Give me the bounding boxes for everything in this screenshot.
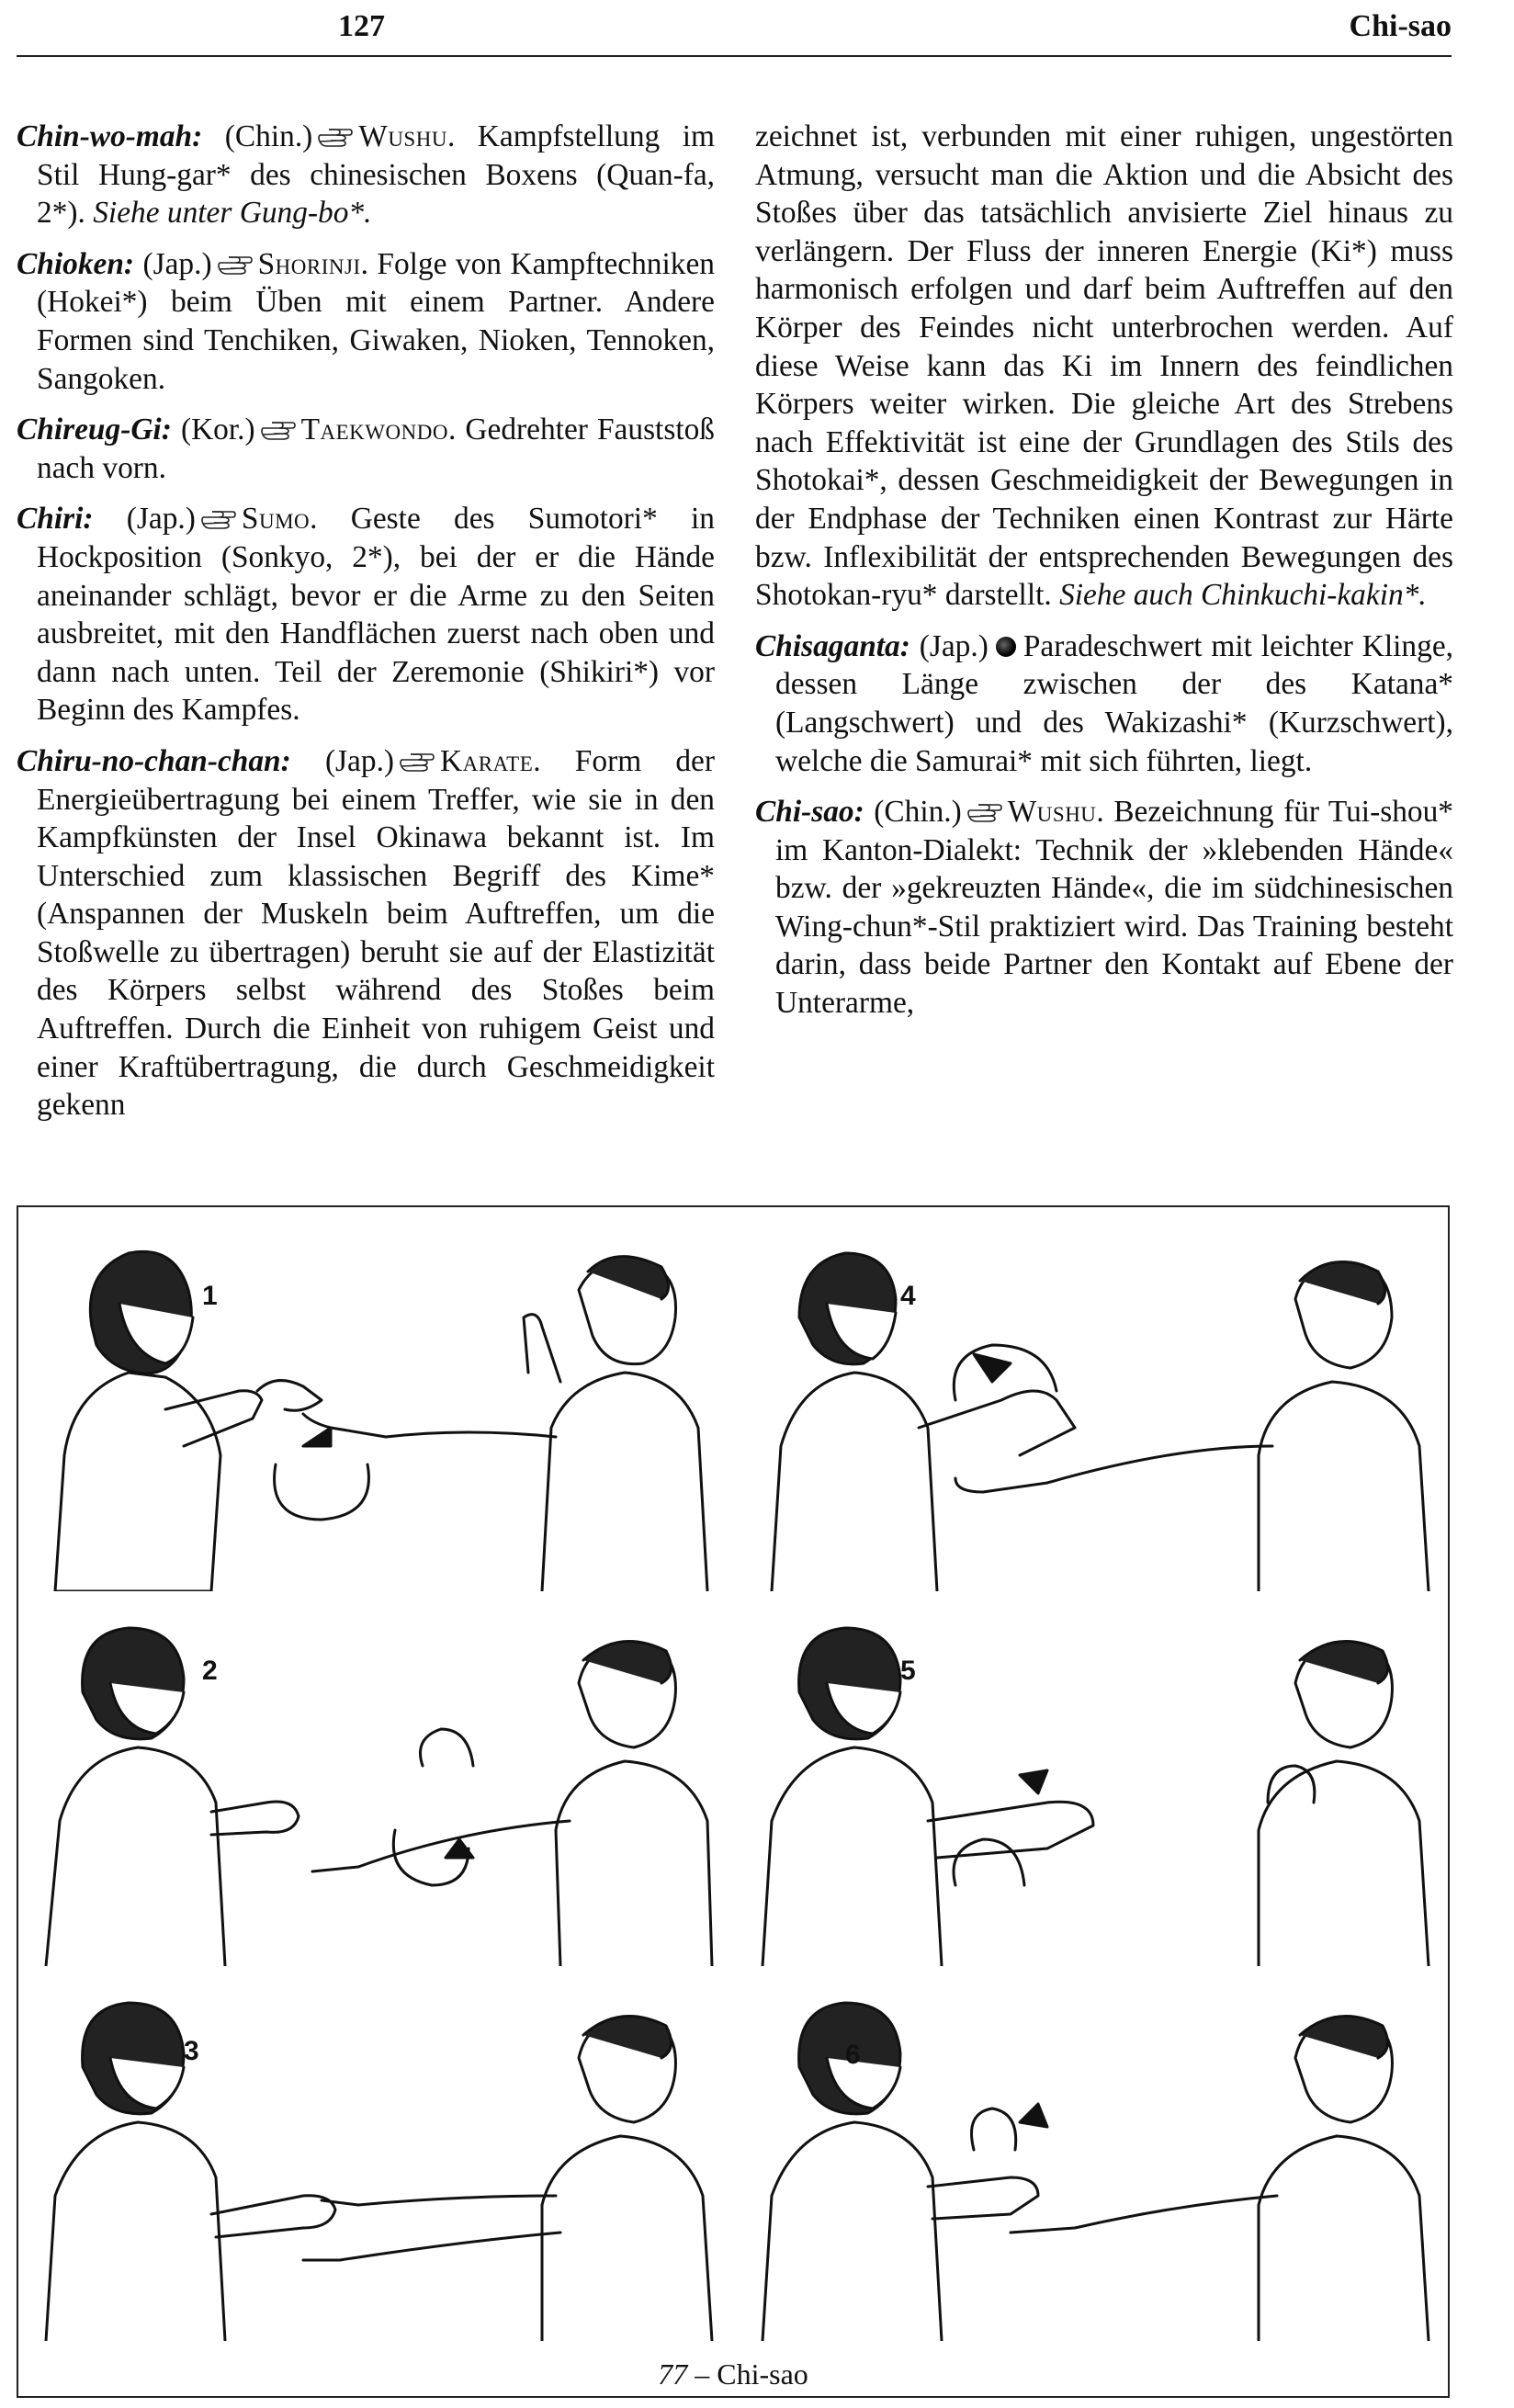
page-header [17,7,1452,57]
illustration-panel-6 [744,1966,1442,2341]
entry-term: Chiru-no-chan-chan: [17,743,291,778]
entry-chin-wo-mah [17,118,715,232]
entry-text: . Kampfstellung im Stil Hung-gar* des chinesischen Boxens (Quan-fa, 2*). [37,119,715,231]
entry-domain: Taekwondo [300,413,448,447]
entry-chireug-gi [17,411,715,487]
entry-chiru-no-chan-chan [17,742,715,1125]
entry-text: . Geste des Sumotori* in Hockposition (Sonkyo, 2*), bei der er die Hände aneinander schlägt, bevor er die Arme zu den Seiten ausbreitet, mit den Handflächen zuerst nach oben und dann nach unten. Teil der Zeremonie (Shikiri*) vor Beginn des Kampfes. [37,502,715,728]
page-number: 127 [338,9,385,43]
entry-text: . Folge von Kampftechniken (Hokei*) beim Üben mit einem Partner. Andere Formen sind Tenchiken, Giwaken, Nioken, Tennoken, Sangoken. [37,246,715,396]
entry-origin: (Jap.) [324,743,395,778]
entry-domain: Shorinji [257,246,361,281]
pointing-hand-icon [967,801,1002,823]
filled-circle-icon [996,637,1016,657]
entry-continuation [755,118,1453,615]
entry-chisaganta [755,627,1453,780]
entry-domain: Wushu [1007,795,1097,830]
pointing-hand-icon [218,254,253,276]
chi-sao-drawing-6 [744,1966,1442,2341]
left-column [17,118,715,1137]
illustration-panel-4 [744,1216,1442,1591]
entry-domain: Sumo [241,502,311,537]
entry-text: Paradeschwert mit leichter Klinge, dessen Länge zwischen der des Katana* (Langschwert) und des Wakizashi* (Kurzschwert), welche die Samurai* mit sich führten, liegt. [775,628,1453,778]
chi-sao-drawing-5 [744,1591,1442,1966]
entry-origin: (Jap.) [919,628,989,663]
entry-chioken [17,245,715,398]
entry-domain: Karate [440,743,534,778]
entry-term: Chin-wo-mah: [17,119,203,153]
figure-caption [18,2357,1448,2391]
entry-text: zeichnet ist, verbunden mit einer ruhigen, ungestörten Atmung, versucht man die Aktion und die Absicht des Stoßes über das tatsächlich anvisierte Ziel hinaus zu verlängern. Der Fluss der inneren Energie (Ki*) muss harmonisch erfolgen und darf beim Auftreffen auf den Körper des Feindes nicht unterbrochen werden. Auf diese Weise kann das Ki im Innern des feindlichen Körpers weiter wirken. Die gleiche Art des Strebens nach Effektivität ist eine der Grundlagen des Stils des Shotokai*, dessen Geschmeidigkeit der Bewegungen in der Endphase der Techniken einen Kontrast zur Härte bzw. Inflexibilität der entsprechenden Bewegungen des Shotokan-ryu* darstellt. [755,119,1453,613]
entry-cross-reference: Siehe auch Chinkuchi-kakin*. [1059,578,1427,613]
caption-dash: – [687,2357,717,2391]
caption-text: Chi-sao [717,2357,808,2391]
entry-term: Chiri: [17,502,94,537]
pointing-hand-icon [400,751,435,773]
entry-term: Chireug-Gi: [17,413,172,447]
entry-origin: (Kor.) [180,413,255,447]
entry-term: Chioken: [17,246,135,281]
entry-term: Chi-sao: [755,795,864,830]
entry-text: . Form der Energieübertragung bei einem Treffer, wie sie in den Kampfkünsten der Insel Okinawa bekannt ist. Im Unterschied zum klassischen Begriff des Kime* (Anspannen der Muskeln beim Auftreffen, um die Stoßwelle zu übertragen) beruht sie auf der Elastizität des Körpers selbst während des Stoßes beim Auftreffen. Durch die Einheit von ruhigem Geist und einer Kraftübertragung, die durch Geschmeidigkeit gekenn [37,743,715,1123]
entry-chi-sao [755,793,1453,1023]
illustration-panel-5 [744,1591,1442,1966]
chi-sao-drawing-4 [744,1216,1442,1591]
entry-origin: (Jap.) [142,246,212,281]
entry-chiri [17,500,715,729]
illustration-panel-3 [28,1966,726,2341]
entry-origin: (Chin.) [224,119,313,153]
illustration-panel-1 [28,1216,726,1591]
panel-number: 5 [900,1656,916,1686]
pointing-hand-icon [201,508,236,530]
illustration-panel-2 [28,1591,726,1966]
running-head: Chi-sao [1349,9,1452,43]
pointing-hand-icon [261,419,296,441]
entry-origin: (Chin.) [874,795,962,830]
chi-sao-figure [17,1205,1450,2398]
entry-domain: Wushu [358,119,447,153]
chi-sao-drawing-2 [28,1591,726,1966]
figure-number: 77 [658,2357,688,2391]
panel-number: 4 [900,1281,916,1311]
panel-number: 2 [202,1656,218,1686]
entry-cross-reference: Siehe unter Gung-bo*. [93,196,372,231]
entry-text: . Bezeichnung für Tui-shou* im Kanton-Dialekt: Technik der »klebenden Hände« bzw. der »gekreuzten Hände«, die im südchinesischen Wing-chun*-Stil praktiziert wird. Das Training besteht darin, dass beide Partner den Kontakt auf Ebene der Unterarme, [775,795,1453,1021]
panel-number: 6 [845,2040,861,2070]
chi-sao-drawing-1 [28,1216,726,1591]
right-column [755,118,1453,1035]
panel-number: 1 [202,1281,218,1311]
chi-sao-drawing-3 [28,1966,726,2341]
entry-text: . Gedrehter Fauststoß nach vorn. [37,413,715,485]
panel-number: 3 [184,2036,199,2066]
entry-term: Chisaganta: [755,628,910,663]
pointing-hand-icon [318,126,353,148]
entry-origin: (Jap.) [126,502,196,537]
